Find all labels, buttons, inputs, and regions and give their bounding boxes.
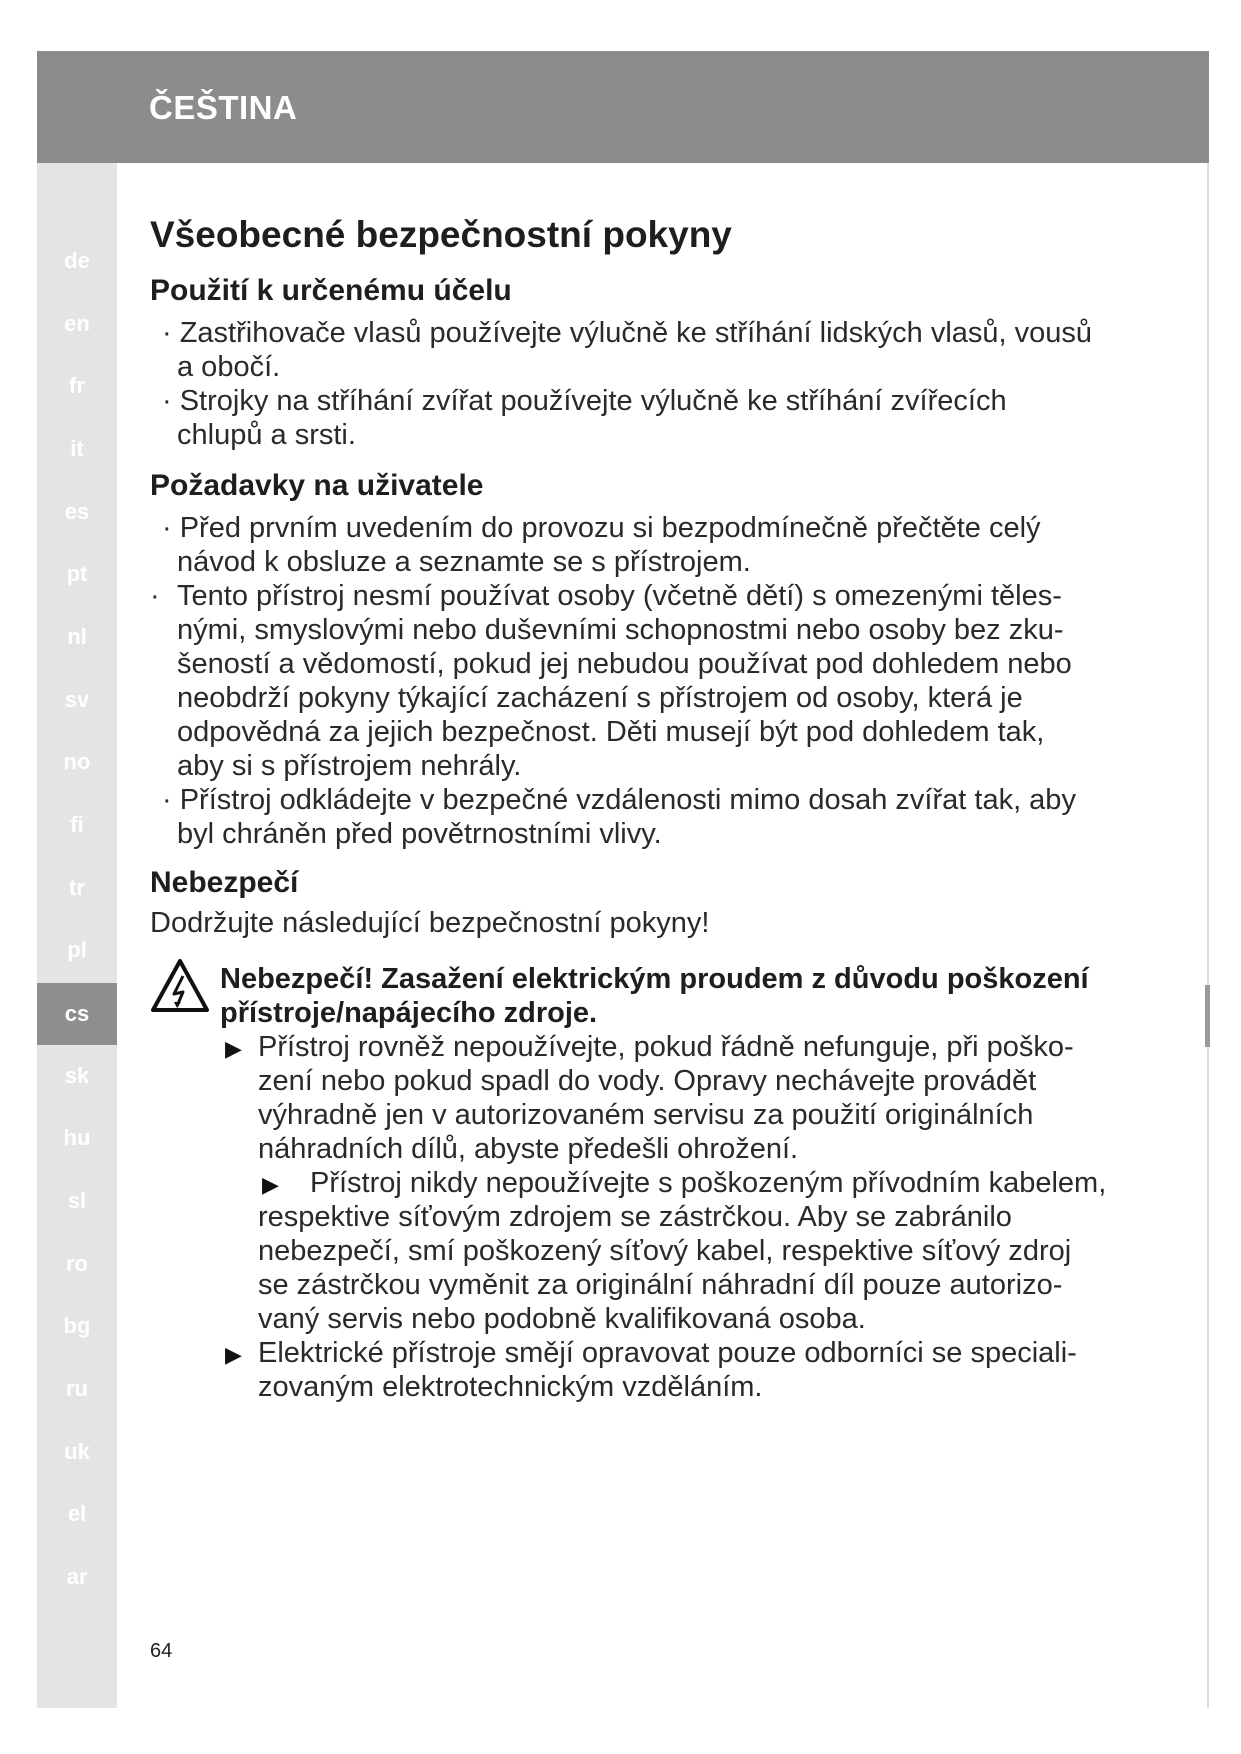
lang-tab-it[interactable]: it: [70, 436, 84, 461]
paragraph-line: nými, smyslovými nebo duševními schopnostmi nebo osoby bez zku-: [177, 614, 1064, 646]
lang-tab-ro[interactable]: ro: [66, 1251, 88, 1276]
lang-tab-ar[interactable]: ar: [66, 1564, 88, 1589]
paragraph-line: · Přístroj odkládejte v bezpečné vzdálenosti mimo dosah zvířat tak, aby: [162, 784, 1076, 816]
warning-bullet-line: zení nebo pokud spadl do vody. Opravy nechávejte provádět: [258, 1065, 1037, 1097]
lang-tab-no[interactable]: no: [63, 749, 91, 774]
lang-tab-fi[interactable]: fi: [70, 812, 84, 837]
paragraph-line: · Strojky na stříhání zvířat používejte výlučně ke stříhání zvířecích: [162, 385, 1007, 417]
language-title: ČEŠTINA: [149, 89, 298, 126]
lang-tab-sl[interactable]: sl: [67, 1188, 87, 1213]
lang-tab-sk[interactable]: sk: [64, 1063, 90, 1088]
paragraph-line: chlupů a srsti.: [177, 419, 356, 451]
paragraph-line: neobdrží pokyny týkající zacházení s přístrojem od osoby, která je: [177, 682, 1023, 714]
lang-tab-ru[interactable]: ru: [66, 1376, 88, 1401]
warning-bullet-line: vaný servis nebo podobně kvalifikovaná osoba.: [258, 1303, 866, 1335]
warning-bullet-line: Přístroj nikdy nepoužívejte s poškozeným přívodním kabelem,: [310, 1167, 1107, 1199]
paragraph-line: · Zastřihovače vlasů používejte výlučně ke stříhání lidských vlasů, vousů: [162, 317, 1093, 349]
lang-tab-fr[interactable]: fr: [69, 373, 85, 398]
warning-bullet-line: Přístroj rovněž nepoužívejte, pokud řádně nefunguje, při poško-: [258, 1031, 1074, 1063]
paragraph-line: a obočí.: [177, 351, 281, 383]
paragraph-line: Tento přístroj nesmí používat osoby (včetně dětí) s omezenými těles-: [177, 580, 1062, 612]
lang-tab-bg[interactable]: bg: [63, 1313, 91, 1338]
lang-tab-hu[interactable]: hu: [63, 1125, 91, 1150]
bullet-dot: ·: [150, 580, 160, 612]
section-heading-danger: Nebezpečí: [150, 866, 299, 899]
warning-bullet-line: nebezpečí, smí poškozený síťový kabel, respektive síťový zdroj: [258, 1235, 1072, 1267]
lang-tab-tr[interactable]: tr: [69, 875, 85, 900]
lang-tab-pt[interactable]: pt: [66, 561, 88, 586]
lang-tab-pl[interactable]: pl: [67, 937, 87, 962]
header-band: [37, 51, 1209, 163]
warning-bullet-line: náhradních dílů, abyste předešli ohrožení.: [258, 1133, 799, 1165]
section-heading-user-requirements: Požadavky na uživatele: [150, 469, 484, 502]
warning-bullet-line: Elektrické přístroje smějí opravovat pouze odborníci se speciali-: [258, 1337, 1077, 1369]
warning-title-line: Nebezpečí! Zasažení elektrickým proudem z důvodu poškození: [220, 963, 1089, 995]
triangle-bullet-icon: ▶: [225, 1342, 242, 1367]
warning-title-line: přístroje/napájecího zdroje.: [220, 997, 598, 1029]
lang-tab-cs-active[interactable]: cs: [37, 983, 117, 1045]
electric-hazard-warning-icon: [150, 958, 210, 1014]
lang-tab-nl[interactable]: nl: [67, 624, 87, 649]
warning-bullet-line: respektive síťovým zdrojem se zástrčkou. Aby se zabránilo: [258, 1201, 1012, 1233]
paragraph-line: odpovědná za jejich bezpečnost. Děti musejí být pod dohledem tak,: [177, 716, 1045, 748]
triangle-bullet-icon: ▶: [262, 1172, 279, 1197]
paragraph-line: aby si s přístrojem nehrály.: [177, 750, 522, 782]
lang-tab-en[interactable]: en: [64, 311, 90, 336]
paragraph-line: byl chráněn před povětrnostními vlivy.: [177, 818, 662, 850]
language-sidebar: [37, 163, 117, 1708]
lang-tab-es[interactable]: es: [64, 499, 90, 524]
paragraph-line: · Před prvním uvedením do provozu si bezpodmínečně přečtěte celý: [162, 512, 1041, 544]
triangle-bullet-icon: ▶: [225, 1036, 242, 1061]
warning-bullet-line: zovaným elektrotechnickým vzděláním.: [258, 1371, 763, 1403]
warning-bullet-line: se zástrčkou vyměnit za originální náhradní díl pouze autorizo-: [258, 1269, 1063, 1301]
lang-tab-uk[interactable]: uk: [64, 1439, 90, 1464]
warning-bullet-line: výhradně jen v autorizovaném servisu za použití originálních: [258, 1099, 1034, 1131]
page-title: Všeobecné bezpečnostní pokyny: [150, 214, 732, 255]
section-heading-intended-use: Použití k určenému účelu: [150, 274, 512, 307]
paragraph-line: návod k obsluze a seznamte se s přístrojem.: [177, 546, 751, 578]
right-edge-rule: [1207, 163, 1209, 1708]
lang-tab-sv[interactable]: sv: [64, 687, 90, 712]
lang-tab-de[interactable]: de: [64, 248, 90, 273]
right-edge-marker: [1205, 985, 1210, 1047]
danger-intro: Dodržujte následující bezpečnostní pokyny!: [150, 907, 710, 939]
lang-tab-el[interactable]: el: [67, 1501, 87, 1526]
paragraph-line: šeností a vědomostí, pokud jej nebudou používat pod dohledem nebo: [177, 648, 1072, 680]
page-number: 64: [150, 1640, 173, 1662]
